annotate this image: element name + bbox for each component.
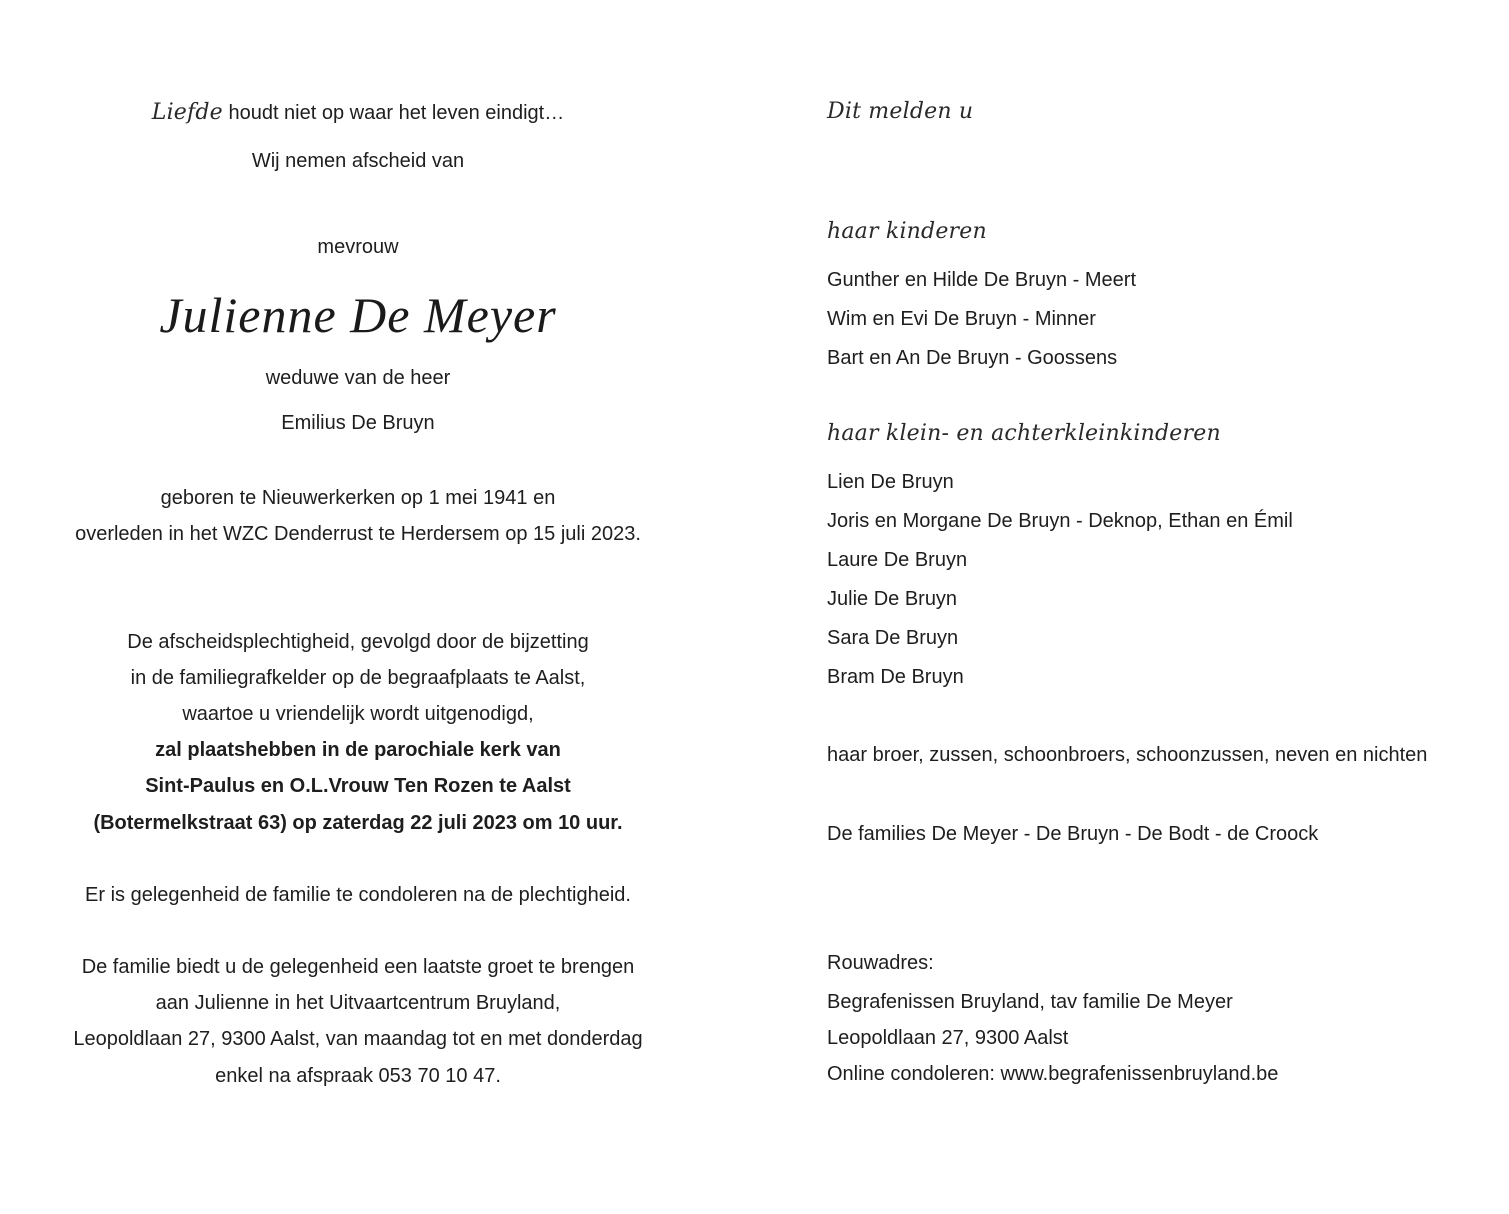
right-column [827,0,1497,1214]
visit-line: Leopoldlaan 27, 9300 Aalst, van maandag tot en met donderdag [73,1028,643,1050]
visit-line: De familie biedt u de gelegenheid een laatste groet te brengen [81,956,635,978]
ceremony-bold-line: Sint-Paulus en O.L.Vrouw Ten Rozen te Aalst [145,775,571,797]
grandchild-item: Sara De Bruyn [827,627,959,649]
died-line: overleden in het WZC Denderrust te Herdersem op 15 juli 2023. [75,523,641,545]
grandchild-item: Bram De Bruyn [827,666,964,688]
ceremony-line: De afscheidsplechtigheid, gevolgd door de bijzetting [127,631,589,653]
born-line: geboren te Nieuwerkerken op 1 mei 1941 en [160,487,556,509]
visit-line: enkel na afspraak 053 70 10 47. [215,1065,501,1087]
grandchildren-heading: haar klein- en achterkleinkinderen [827,421,1221,446]
visit-line: aan Julienne in het Uitvaartcentrum Bruyland, [155,992,561,1014]
families-line: De families De Meyer - De Bruyn - De Bodt - de Croock [827,823,1319,845]
siblings-line: haar broer, zussen, schoonbroers, schoonzussen, neven en nichten [827,744,1428,766]
address-line: Online condoleren: www.begrafenissenbruyland.be [827,1063,1279,1085]
address-line: Leopoldlaan 27, 9300 Aalst [827,1027,1069,1049]
grandchild-item: Lien De Bruyn [827,471,954,493]
deceased-name: Julienne De Meyer [159,287,557,343]
child-item: Bart en An De Bruyn - Goossens [827,347,1118,369]
ceremony-line: in de familiegrafkelder op de begraafplaats te Aalst, [130,667,586,689]
address-label: Rouwadres: [827,952,934,974]
opening-line [0,102,716,124]
grandchild-item: Joris en Morgane De Bruyn - Deknop, Ethan en Émil [827,510,1293,532]
opening-rest: houdt niet op waar het leven eindigt… [222,102,565,124]
husband-name: Emilius De Bruyn [281,412,435,434]
child-item: Wim en Evi De Bruyn - Minner [827,308,1096,330]
farewell-line: Wij nemen afscheid van [251,150,465,172]
condolence-line: Er is gelegenheid de familie te condoleren na de plechtigheid. [85,884,631,906]
widow-line: weduwe van de heer [265,367,451,389]
child-item: Gunther en Hilde De Bruyn - Meert [827,269,1137,291]
opening-script-word: Liefde [151,100,223,125]
announce-heading: Dit melden u [827,99,974,124]
ceremony-line: waartoe u vriendelijk wordt uitgenodigd, [182,703,534,725]
ceremony-bold-line: zal plaatshebben in de parochiale kerk van [155,739,561,761]
left-column [0,0,716,1214]
address-line: Begrafenissen Bruyland, tav familie De Meyer [827,991,1233,1013]
children-heading: haar kinderen [827,219,987,244]
title-line: mevrouw [317,236,399,258]
ceremony-bold-line: (Botermelkstraat 63) op zaterdag 22 juli 2023 om 10 uur. [93,812,623,834]
grandchild-item: Julie De Bruyn [827,588,958,610]
grandchild-item: Laure De Bruyn [827,549,968,571]
